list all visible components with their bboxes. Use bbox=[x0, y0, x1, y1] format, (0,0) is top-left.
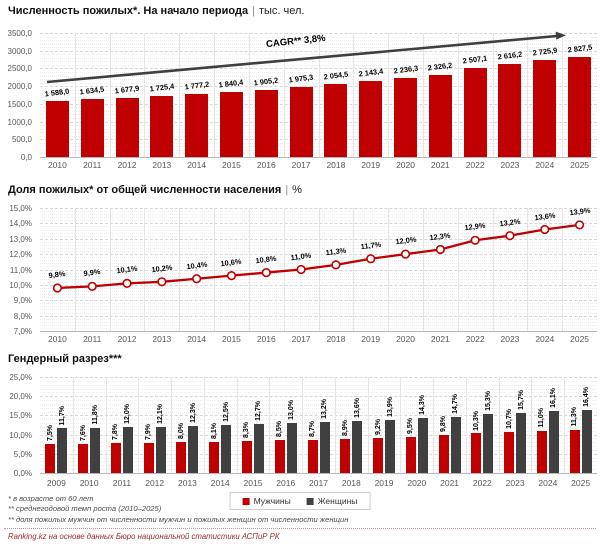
data-point-marker bbox=[193, 275, 201, 283]
мужчины-value-label: 8,1% bbox=[210, 422, 218, 439]
женщины-value-label: 14,7% bbox=[452, 393, 460, 414]
gridline-vertical bbox=[269, 377, 270, 473]
x-tick-label: 2025 bbox=[570, 334, 590, 344]
x-tick-label: 2012 bbox=[117, 160, 137, 170]
gridline-vertical bbox=[531, 377, 532, 473]
point-value-label: 12,0% bbox=[394, 234, 417, 247]
data-point-marker bbox=[158, 278, 166, 286]
point-value-label: 11,3% bbox=[325, 245, 347, 258]
женщины-value-label: 13,0% bbox=[288, 400, 296, 421]
x-tick-label: 2024 bbox=[535, 160, 555, 170]
gridline-minor bbox=[40, 400, 597, 401]
мужчины-value-label: 7,9% bbox=[145, 423, 153, 440]
gridline-vertical bbox=[335, 377, 336, 473]
data-point-marker bbox=[332, 261, 340, 269]
y-tick-label: 12,0% bbox=[9, 250, 32, 260]
bar-value-label: 2 725,9 bbox=[531, 45, 558, 58]
x-tick-label: 2020 bbox=[396, 160, 415, 170]
x-tick-label: 2023 bbox=[500, 160, 520, 170]
женщины-bar-2009 bbox=[57, 428, 67, 473]
x-tick-label: 2011 bbox=[112, 478, 132, 488]
bar-value-label: 2 507,1 bbox=[462, 53, 488, 66]
chart2-title-separator: | bbox=[285, 184, 289, 196]
y-tick-label: 2500,0 bbox=[7, 64, 32, 74]
y-tick-label: 7,0% bbox=[13, 327, 32, 336]
data-point-marker bbox=[262, 269, 270, 277]
chart1-x-axis bbox=[40, 160, 597, 172]
data-point-marker bbox=[471, 236, 479, 244]
x-tick-label: 2012 bbox=[117, 334, 137, 344]
line-path bbox=[57, 225, 579, 288]
point-value-label: 13,6% bbox=[533, 210, 556, 222]
data-point-marker bbox=[367, 255, 375, 263]
женщины-bar-2014 bbox=[221, 425, 231, 473]
x-tick-label: 2016 bbox=[276, 478, 296, 488]
мужчины-bar-2014 bbox=[209, 442, 219, 473]
x-tick-label: 2014 bbox=[210, 478, 230, 488]
x-tick-label: 2010 bbox=[47, 334, 67, 344]
женщины-value-label: 11,8% bbox=[91, 405, 99, 425]
gridline-vertical bbox=[564, 377, 565, 473]
y-tick-label: 10,0% bbox=[9, 280, 32, 290]
x-tick-label: 2016 bbox=[256, 334, 276, 344]
x-tick-label: 2021 bbox=[440, 478, 460, 488]
legend-label-men: Мужчины bbox=[253, 496, 291, 506]
data-point-marker bbox=[541, 226, 549, 234]
x-tick-label: 2013 bbox=[152, 334, 172, 344]
y-tick-label: 0,0 bbox=[20, 153, 32, 162]
gridline-minor bbox=[40, 381, 597, 382]
y-tick-label: 11,0% bbox=[9, 265, 32, 275]
data-point-marker bbox=[297, 266, 305, 274]
женщины-bar-2012 bbox=[156, 427, 166, 473]
gridline-vertical bbox=[302, 377, 303, 473]
женщины-value-label: 12,0% bbox=[124, 404, 132, 424]
x-tick-label: 2020 bbox=[407, 478, 427, 488]
x-tick-label: 2019 bbox=[361, 334, 381, 344]
bar-value-label: 2 236,3 bbox=[392, 63, 419, 76]
x-tick-label: 2020 bbox=[396, 334, 415, 344]
gridline-major bbox=[40, 377, 597, 378]
женщины-bar-2019 bbox=[385, 420, 395, 473]
chart3-plot-area bbox=[40, 377, 597, 474]
y-tick-label: 500,0 bbox=[11, 135, 32, 145]
chart1-plot-area bbox=[40, 33, 597, 158]
мужчины-bar-2009 bbox=[45, 444, 55, 473]
женщины-value-label: 13,2% bbox=[321, 399, 328, 420]
data-point-marker bbox=[123, 280, 131, 288]
мужчины-value-label: 11,0% bbox=[538, 408, 546, 428]
y-tick-label: 20,0% bbox=[9, 392, 32, 402]
footnote-cagr: ** среднегодовой темп роста (2010–2025) bbox=[8, 504, 162, 514]
bar-value-label: 2 616,2 bbox=[497, 49, 523, 62]
женщины-value-label: 12,3% bbox=[189, 402, 197, 423]
y-tick-label: 8,0% bbox=[13, 311, 32, 321]
мужчины-bar-2025 bbox=[570, 430, 580, 473]
женщины-value-label: 12,1% bbox=[157, 403, 165, 424]
bar-value-label: 1 840,4 bbox=[218, 77, 245, 90]
x-tick-label: 2010 bbox=[79, 478, 99, 488]
data-point-marker bbox=[506, 232, 514, 240]
x-tick-label: 2021 bbox=[430, 160, 450, 170]
chart2-plot-area bbox=[40, 205, 597, 332]
y-tick-label: 9,0% bbox=[13, 296, 32, 306]
женщины-value-label: 15,3% bbox=[484, 391, 492, 412]
мужчины-value-label: 9,2% bbox=[374, 418, 382, 435]
мужчины-value-label: 8,3% bbox=[243, 422, 251, 439]
x-tick-label: 2019 bbox=[374, 478, 394, 488]
chart3-x-axis bbox=[40, 478, 597, 490]
y-tick-label: 0,0% bbox=[13, 469, 32, 478]
женщины-bar-2018 bbox=[352, 421, 362, 473]
женщины-value-label: 12,7% bbox=[255, 401, 263, 422]
x-tick-label: 2024 bbox=[535, 334, 555, 344]
bar-value-label: 1 777,2 bbox=[183, 79, 210, 92]
мужчины-value-label: 8,9% bbox=[341, 419, 349, 436]
point-value-label: 11,0% bbox=[290, 250, 312, 262]
bar-value-label: 2 054,5 bbox=[323, 69, 349, 82]
мужчины-bar-2021 bbox=[439, 435, 449, 473]
x-tick-label: 2011 bbox=[83, 334, 102, 344]
gridline-vertical bbox=[106, 377, 107, 473]
мужчины-value-label: 10,3% bbox=[472, 410, 480, 431]
женщины-bar-2010 bbox=[90, 428, 100, 473]
point-value-label: 10,2% bbox=[150, 262, 173, 275]
gridline-vertical bbox=[400, 377, 401, 473]
bar-value-label: 1 677,9 bbox=[114, 83, 140, 96]
мужчины-value-label: 7,8% bbox=[112, 424, 120, 441]
мужчины-value-label: 10,7% bbox=[505, 409, 513, 429]
cagr-trend-arrow bbox=[40, 33, 597, 157]
gridline-vertical bbox=[237, 377, 238, 473]
point-value-label: 12,3% bbox=[429, 230, 452, 242]
y-tick-label: 3500,0 bbox=[7, 29, 32, 38]
data-point-marker bbox=[54, 284, 62, 292]
chart2-x-axis bbox=[40, 334, 597, 346]
женщины-value-label: 12,5% bbox=[222, 402, 230, 422]
x-tick-label: 2016 bbox=[256, 160, 276, 170]
женщины-bar-2015 bbox=[254, 424, 264, 473]
мужчины-bar-2010 bbox=[78, 444, 88, 473]
point-value-label: 11,7% bbox=[359, 239, 382, 251]
data-point-marker bbox=[228, 272, 236, 280]
source-line: Ranking.kz на основе данных Бюро национальной статистики АСПиР РК bbox=[8, 532, 280, 541]
x-tick-label: 2012 bbox=[145, 478, 165, 488]
x-tick-label: 2025 bbox=[571, 478, 591, 488]
gridline-vertical bbox=[204, 377, 205, 473]
footer-divider bbox=[4, 528, 596, 529]
мужчины-bar-2019 bbox=[373, 438, 383, 473]
gridline-vertical bbox=[138, 377, 139, 473]
x-tick-label: 2017 bbox=[291, 160, 311, 170]
мужчины-value-label: 8,0% bbox=[177, 423, 185, 440]
x-tick-label: 2017 bbox=[291, 334, 311, 344]
мужчины-bar-2023 bbox=[504, 432, 514, 473]
x-tick-label: 2017 bbox=[309, 478, 328, 488]
chart2-title-unit: % bbox=[292, 184, 302, 196]
мужчины-bar-2012 bbox=[144, 443, 154, 473]
женщины-bar-2020 bbox=[418, 418, 428, 473]
chart1-title-unit: тыс. чел. bbox=[258, 5, 305, 17]
мужчины-bar-2024 bbox=[537, 431, 547, 473]
y-tick-label: 15,0% bbox=[9, 204, 32, 213]
gridline-vertical bbox=[466, 377, 467, 473]
gridline-vertical bbox=[73, 377, 74, 473]
x-tick-label: 2009 bbox=[46, 478, 66, 488]
y-tick-label: 13,0% bbox=[9, 234, 32, 244]
gridline-vertical bbox=[499, 377, 500, 473]
gridline-vertical bbox=[171, 377, 172, 473]
y-tick-label: 10,0% bbox=[9, 430, 32, 440]
point-value-label: 10,6% bbox=[220, 256, 243, 268]
мужчины-bar-2016 bbox=[275, 440, 285, 473]
женщины-bar-2024 bbox=[549, 411, 559, 473]
мужчины-bar-2020 bbox=[406, 437, 416, 473]
x-tick-label: 2022 bbox=[472, 478, 492, 488]
мужчины-value-label: 9,5% bbox=[407, 417, 415, 434]
x-tick-label: 2010 bbox=[47, 160, 67, 170]
мужчины-value-label: 8,5% bbox=[276, 421, 284, 438]
bar-value-label: 1 634,5 bbox=[79, 84, 105, 97]
x-tick-label: 2018 bbox=[326, 160, 346, 170]
bar-value-label: 2 827,5 bbox=[566, 42, 593, 55]
y-tick-label: 14,0% bbox=[9, 219, 32, 229]
point-value-label: 13,2% bbox=[498, 216, 521, 228]
x-tick-label: 2022 bbox=[465, 160, 485, 170]
мужчины-value-label: 11,3% bbox=[571, 407, 579, 427]
x-tick-label: 2024 bbox=[538, 478, 558, 488]
мужчины-bar-2022 bbox=[471, 433, 481, 473]
chart1-title bbox=[8, 5, 304, 17]
x-tick-label: 2015 bbox=[243, 478, 263, 488]
женщины-value-label: 11,7% bbox=[58, 405, 66, 426]
cagr-annotation: CAGR** 3,8% bbox=[265, 32, 327, 51]
x-tick-label: 2025 bbox=[570, 160, 590, 170]
chart3-title-text: Гендерный разрез*** bbox=[8, 353, 122, 365]
chart3-title bbox=[8, 353, 122, 365]
y-tick-label: 2000,0 bbox=[7, 82, 32, 92]
мужчины-bar-2017 bbox=[308, 440, 318, 473]
bar-value-label: 1 588,0 bbox=[44, 86, 71, 99]
point-value-label: 10,1% bbox=[116, 264, 138, 276]
chart2-title bbox=[8, 184, 302, 196]
мужчины-value-label: 7,6% bbox=[79, 424, 87, 441]
y-tick-label: 15,0% bbox=[9, 411, 32, 421]
женщины-value-label: 16,4% bbox=[583, 387, 591, 408]
chart3-y-axis bbox=[0, 373, 36, 478]
chart1-title-separator: | bbox=[252, 5, 255, 17]
bar-value-label: 1 975,3 bbox=[288, 72, 314, 85]
женщины-bar-2021 bbox=[451, 417, 461, 473]
мужчины-value-label: 7,5% bbox=[46, 425, 54, 442]
x-tick-label: 2022 bbox=[465, 334, 485, 344]
data-point-marker bbox=[88, 283, 96, 291]
x-tick-label: 2015 bbox=[222, 160, 241, 170]
мужчины-bar-2018 bbox=[340, 439, 350, 473]
gridline-vertical bbox=[368, 377, 369, 473]
женщины-value-label: 15,7% bbox=[517, 389, 525, 410]
chart2-title-text: Доля пожилых* от общей численности населения bbox=[8, 184, 282, 196]
gridline-minor bbox=[40, 385, 597, 386]
мужчины-value-label: 9,8% bbox=[440, 416, 448, 433]
x-tick-label: 2023 bbox=[505, 478, 525, 488]
женщины-bar-2025 bbox=[582, 410, 592, 473]
x-tick-label: 2013 bbox=[152, 160, 172, 170]
y-tick-label: 3000,0 bbox=[7, 46, 32, 56]
x-tick-label: 2018 bbox=[341, 478, 361, 488]
gridline-minor bbox=[40, 392, 597, 393]
женщины-bar-2023 bbox=[516, 413, 526, 473]
мужчины-value-label: 8,7% bbox=[309, 420, 316, 437]
point-value-label: 9,9% bbox=[83, 267, 102, 279]
x-tick-label: 2015 bbox=[222, 334, 241, 344]
y-tick-label: 5,0% bbox=[13, 449, 32, 459]
мужчины-bar-2013 bbox=[176, 442, 186, 473]
x-tick-label: 2011 bbox=[83, 160, 102, 170]
legend-label-women: Женщины bbox=[317, 496, 358, 506]
gridline-major bbox=[40, 396, 597, 397]
point-value-label: 10,4% bbox=[185, 259, 208, 271]
bar-value-label: 1 725,4 bbox=[148, 81, 175, 94]
chart1-y-axis bbox=[0, 29, 36, 162]
gridline-minor bbox=[40, 389, 597, 390]
женщины-bar-2016 bbox=[287, 423, 297, 473]
мужчины-bar-2015 bbox=[242, 441, 252, 473]
data-point-marker bbox=[437, 246, 445, 254]
x-tick-label: 2019 bbox=[361, 160, 381, 170]
bar-value-label: 2 326,2 bbox=[427, 60, 454, 73]
bar-value-label: 2 143,4 bbox=[357, 66, 384, 79]
point-value-label: 9,8% bbox=[48, 268, 67, 280]
point-value-label: 12,9% bbox=[464, 221, 487, 233]
x-tick-label: 2023 bbox=[500, 334, 520, 344]
женщины-bar-2017 bbox=[320, 422, 330, 473]
y-tick-label: 25,0% bbox=[9, 373, 32, 382]
data-point-marker bbox=[402, 250, 410, 258]
bar-value-label: 1 905,2 bbox=[253, 75, 280, 87]
point-value-label: 13,9% bbox=[568, 205, 591, 218]
chart1-title-text: Численность пожилых*. На начало периода bbox=[8, 5, 249, 17]
x-tick-label: 2018 bbox=[326, 334, 346, 344]
x-tick-label: 2014 bbox=[187, 334, 207, 344]
footnotes bbox=[8, 494, 348, 525]
женщины-value-label: 14,3% bbox=[419, 395, 427, 416]
point-value-label: 10,8% bbox=[255, 253, 278, 265]
женщины-bar-2013 bbox=[188, 426, 198, 473]
y-tick-label: 1000,0 bbox=[7, 117, 32, 127]
y-tick-label: 1500,0 bbox=[7, 99, 32, 109]
footnote-age: * в возрасте от 60 лет bbox=[8, 494, 94, 503]
женщины-value-label: 13,9% bbox=[386, 396, 394, 417]
мужчины-bar-2011 bbox=[111, 443, 121, 473]
x-tick-label: 2021 bbox=[430, 334, 450, 344]
x-tick-label: 2014 bbox=[187, 160, 207, 170]
chart2-y-axis bbox=[0, 204, 36, 336]
женщины-bar-2011 bbox=[123, 427, 133, 473]
footnote-gender: ** доля пожилых мужчин от численности мужчин и пожилых женщин от численности женщин bbox=[8, 514, 349, 524]
gridline-vertical bbox=[433, 377, 434, 473]
женщины-bar-2022 bbox=[483, 414, 493, 473]
женщины-value-label: 13,6% bbox=[353, 397, 361, 418]
data-point-marker bbox=[576, 221, 584, 229]
женщины-value-label: 16,1% bbox=[550, 388, 558, 409]
x-tick-label: 2013 bbox=[177, 478, 197, 488]
